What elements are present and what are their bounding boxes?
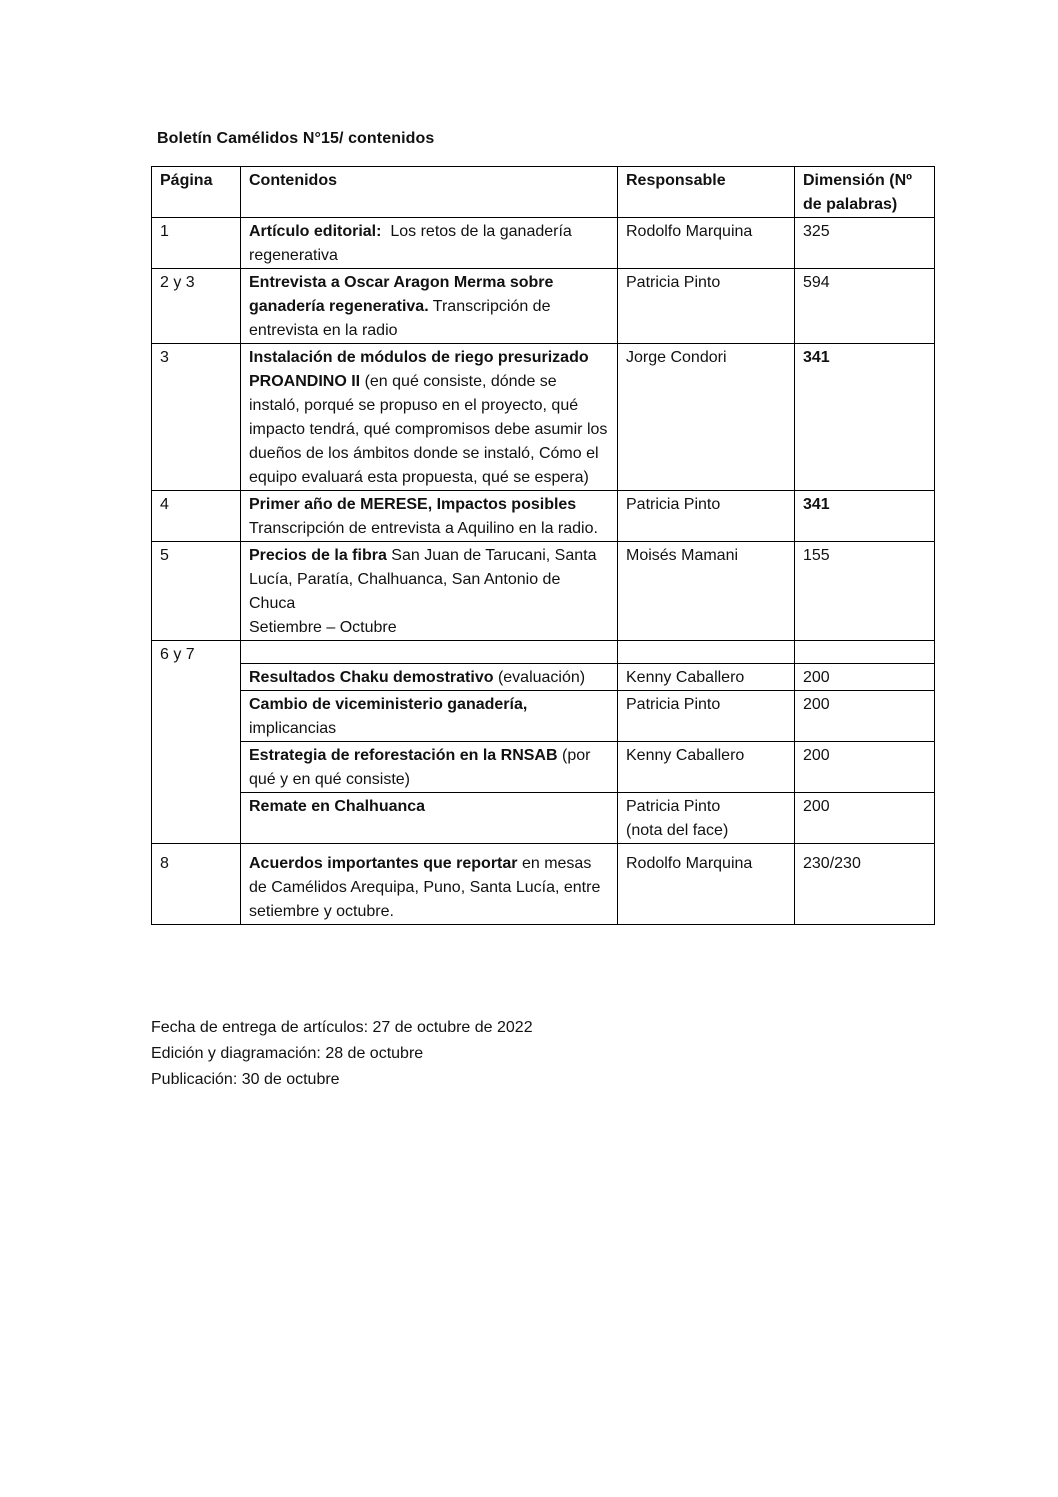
cell-contents — [241, 664, 618, 691]
header-dimension: Dimensión (Nº de palabras) — [795, 167, 935, 218]
cell-contents — [241, 742, 618, 793]
cell-page-group: 6 y 7 — [152, 641, 241, 844]
content-heading: Precios de la fibra — [249, 547, 387, 564]
content-text: implicancias — [249, 720, 337, 737]
cell-dimension-empty — [795, 641, 935, 664]
content-text: Transcripción de entrevista en la radio — [249, 298, 551, 339]
table-row — [152, 664, 935, 691]
cell-responsible: Rodolfo Marquina — [618, 844, 795, 925]
header-responsible: Responsable — [618, 167, 795, 218]
content-heading: Acuerdos importantes que reportar — [249, 855, 518, 872]
cell-page: 2 y 3 — [152, 269, 241, 344]
cell-contents — [241, 344, 618, 491]
table-row — [152, 269, 935, 344]
header-page: Página — [152, 167, 241, 218]
cell-dimension: 341 — [795, 344, 935, 491]
delivery-date: Fecha de entrega de artículos: 27 de octubre de 2022 — [151, 1019, 533, 1036]
publication-date: Publicación: 30 de octubre — [151, 1071, 340, 1088]
content-heading: Primer año de MERESE, Impactos posibles — [249, 496, 577, 513]
table-row — [152, 742, 935, 793]
cell-dimension: 200 — [795, 793, 935, 844]
cell-dimension: 325 — [795, 218, 935, 269]
cell-responsible: Jorge Condori — [618, 344, 795, 491]
cell-contents — [241, 844, 618, 925]
cell-responsible: Kenny Caballero — [618, 742, 795, 793]
header-contents: Contenidos — [241, 167, 618, 218]
content-text: (por qué y en qué consiste) — [249, 747, 591, 788]
table-header-row — [152, 167, 935, 218]
content-text: en mesas de Camélidos Arequipa, Puno, Santa Lucía, entre setiembre y octubre. — [249, 855, 601, 920]
cell-contents — [241, 269, 618, 344]
cell-responsible: Rodolfo Marquina — [618, 218, 795, 269]
schedule-notes — [151, 1015, 533, 1093]
cell-page: 1 — [152, 218, 241, 269]
content-heading: Resultados Chaku demostrativo — [249, 669, 494, 686]
contents-table — [151, 166, 935, 925]
table-row — [152, 344, 935, 491]
table-row-group-header — [152, 641, 935, 664]
cell-dimension: 341 — [795, 491, 935, 542]
cell-dimension: 200 — [795, 691, 935, 742]
cell-responsible: Patricia Pinto — [618, 691, 795, 742]
table-row — [152, 844, 935, 925]
content-text: (evaluación) — [493, 669, 586, 686]
content-text-dates: Setiembre – Octubre — [249, 619, 397, 636]
content-heading: Cambio de viceministerio ganadería, — [249, 696, 528, 713]
table-row — [152, 542, 935, 641]
content-heading: Artículo editorial: — [249, 223, 382, 240]
content-text: San Juan de Tarucani, Santa Lucía, Paratía, Chalhuanca, San Antonio de Chuca — [249, 547, 597, 612]
cell-contents — [241, 218, 618, 269]
editing-date: Edición y diagramación: 28 de octubre — [151, 1045, 424, 1062]
content-text: (en qué consiste, dónde se instaló, porqué se propuso en el proyecto, qué impacto tendrá, qué compromisos debe asumir los dueños de los ámbitos donde se instaló, Cómo el equipo evaluará esta propuesta, qué se espera) — [249, 373, 608, 486]
content-heading: Remate en Chalhuanca — [249, 798, 426, 815]
responsible-note: (nota del face) — [626, 822, 729, 839]
cell-contents — [241, 691, 618, 742]
table-row — [152, 793, 935, 844]
table-row — [152, 218, 935, 269]
responsible-name: Patricia Pinto — [626, 798, 721, 815]
cell-dimension: 594 — [795, 269, 935, 344]
table-row — [152, 491, 935, 542]
cell-responsible-empty — [618, 641, 795, 664]
content-text: Transcripción de entrevista a Aquilino en la radio. — [249, 520, 598, 537]
content-heading: Estrategia de reforestación en la RNSAB — [249, 747, 558, 764]
cell-dimension: 200 — [795, 742, 935, 793]
cell-contents-empty — [241, 641, 618, 664]
page-title: Boletín Camélidos N°15/ contenidos — [157, 130, 435, 147]
cell-responsible: Patricia Pinto — [618, 491, 795, 542]
cell-contents — [241, 542, 618, 641]
cell-dimension: 230/230 — [795, 844, 935, 925]
cell-page: 5 — [152, 542, 241, 641]
cell-responsible: Moisés Mamani — [618, 542, 795, 641]
content-heading: Instalación de módulos de riego presurizado PROANDINO II — [249, 349, 589, 390]
cell-contents — [241, 793, 618, 844]
cell-responsible: Kenny Caballero — [618, 664, 795, 691]
cell-contents — [241, 491, 618, 542]
content-text: Los retos de la ganadería regenerativa — [249, 223, 577, 264]
cell-page: 8 — [152, 844, 241, 925]
table-row — [152, 691, 935, 742]
cell-responsible — [618, 793, 795, 844]
cell-responsible: Patricia Pinto — [618, 269, 795, 344]
cell-dimension: 155 — [795, 542, 935, 641]
cell-dimension: 200 — [795, 664, 935, 691]
cell-page: 3 — [152, 344, 241, 491]
content-heading: Entrevista a Oscar Aragon Merma sobre ganadería regenerativa. — [249, 274, 554, 315]
cell-page: 4 — [152, 491, 241, 542]
